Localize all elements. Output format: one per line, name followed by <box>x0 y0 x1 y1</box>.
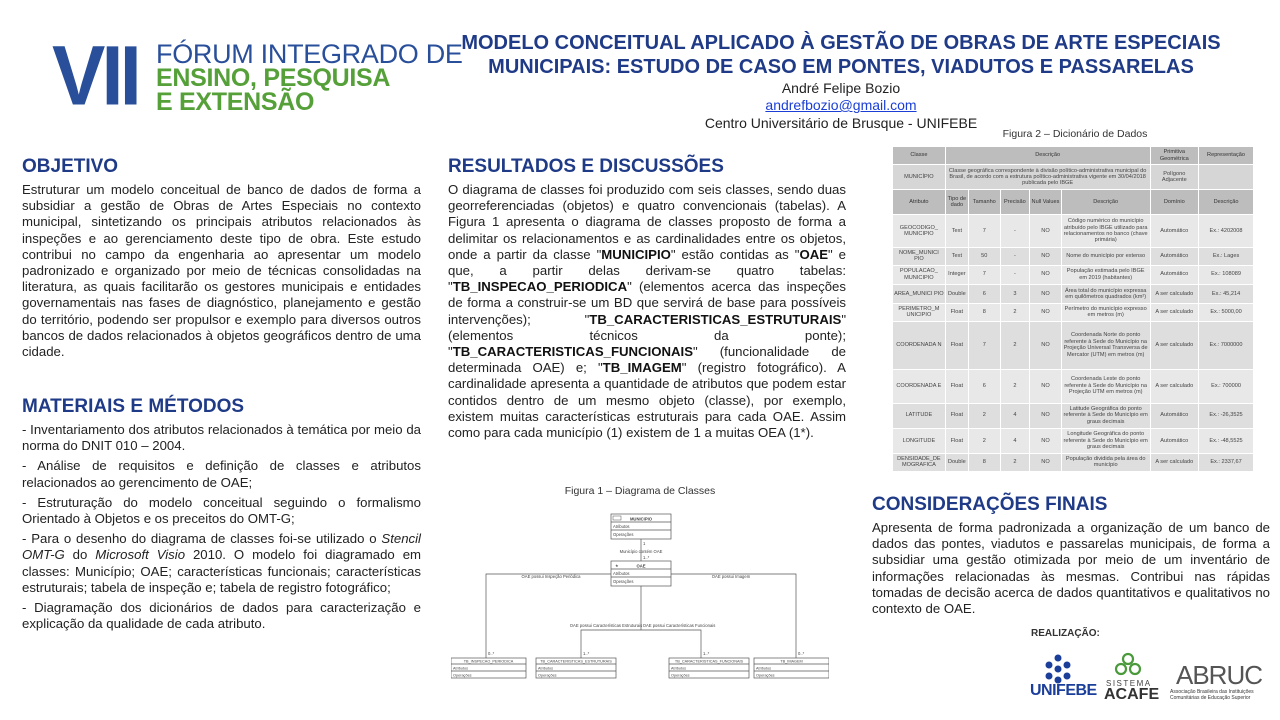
tb-inspecao-operacoes: Operações <box>453 673 472 678</box>
dict-attr-cell: DENSIDADE_DE MOGRAFICA <box>893 453 946 471</box>
dict-attr-cell: Automático <box>1150 403 1199 428</box>
dict-attr-cell: A ser calculado <box>1150 369 1199 403</box>
dict-attr-cell: A ser calculado <box>1150 304 1199 322</box>
dict-attr-cell: NO <box>1030 247 1062 265</box>
poster-title <box>430 31 1252 79</box>
consideracoes-heading-wrap <box>872 494 1107 516</box>
tb-imagem-name: TB_IMAGEM <box>780 659 803 664</box>
figura1-caption: Figura 1 – Diagrama de Classes <box>564 485 716 497</box>
tb-funcionais-atributos: Atributos <box>671 666 686 671</box>
dict-attr-cell: COORDENADA E <box>893 369 946 403</box>
materiais-item-5: - Diagramação dos dicionários de dados para caracterização e explicação da qualidade de cada atributo. <box>22 600 421 632</box>
dict-attr-cell: 4 <box>1000 403 1030 428</box>
dict-attr-header: Null Values <box>1030 190 1062 215</box>
dict-attr-cell: 2 <box>968 403 1000 428</box>
dict-attr-cell: População dividida pela área do município <box>1061 453 1150 471</box>
poster-title-line1: MODELO CONCEITUAL APLICADO À GESTÃO DE OBRAS DE ARTE ESPECIAIS <box>461 32 1221 54</box>
dict-attr-cell: Latitude Geográfica do ponto referente à Sede do Município em graus decimais <box>1061 403 1150 428</box>
dict-attr-cell: NO <box>1030 321 1062 369</box>
tb-imagem-operacoes: Operações <box>756 673 775 678</box>
rel-oae-funcionais: OAE possui Características Funcionais <box>642 623 716 628</box>
objetivo-heading-wrap <box>22 156 118 178</box>
dict-attr-cell: NO <box>1030 403 1062 428</box>
poster-title-line2: MUNICIPAIS: ESTUDO DE CASO EM PONTES, VIADUTOS E PASSARELAS <box>488 56 1194 78</box>
dict-attr-cell: NO <box>1030 428 1062 453</box>
resultados-class-inspecao: TB_INSPECAO_PERIODICA <box>452 279 628 295</box>
dict-attr-cell: Automático <box>1150 265 1199 284</box>
tb-estruturais-name: TB_CARACTERISTICAS_ESTRUTURAIS <box>540 659 612 664</box>
unifebe-logo-icon <box>1042 654 1074 684</box>
dict-attr-cell: Float <box>945 321 968 369</box>
dict-attr-cell: 7 <box>968 215 1000 247</box>
materiais-item-4-rest: 2010. O modelo foi diagramado em classes: Município; OAE; características funcionais; características estruturais; tabela de inspeção e; tabela de registro fotográfico; <box>22 547 422 595</box>
logo-line-forum: FÓRUM INTEGRADO DE <box>156 39 463 69</box>
materiais-list <box>22 422 421 636</box>
materiais-item-4 <box>22 531 421 596</box>
unifebe-logo-text: UNIFEBE <box>1030 682 1097 699</box>
resultados-class-imagem: TB_IMAGEM <box>602 360 682 376</box>
acafe-logo-icon <box>1113 652 1143 680</box>
dict-top-header: Descrição <box>945 147 1150 165</box>
dict-attr-header: Domínio <box>1150 190 1199 215</box>
dict-attr-cell: NO <box>1030 215 1062 247</box>
tb-inspecao-name: TB_INSPECAO_PERIODICA <box>463 659 514 664</box>
dict-attr-header: Tamanho <box>968 190 1000 215</box>
dict-attr-cell: População estimada pelo IBGE em 2019 (habitantes) <box>1061 265 1150 284</box>
tb-estruturais-operacoes: Operações <box>538 673 557 678</box>
dict-attr-cell: Float <box>945 304 968 322</box>
dict-attr-header-row <box>893 190 1254 215</box>
dict-attr-cell: Ex.: 108089 <box>1199 265 1254 284</box>
dict-attr-row <box>893 247 1254 265</box>
dict-attr-cell: Float <box>945 428 968 453</box>
dict-attr-cell: Ex.: 4202008 <box>1199 215 1254 247</box>
materiais-heading: MATERIAIS E MÉTODOS <box>22 396 245 417</box>
dict-attr-cell: A ser calculado <box>1150 284 1199 303</box>
dict-attr-cell: 7 <box>968 265 1000 284</box>
dict-class-name: MUNICÍPIO <box>893 165 946 190</box>
dict-attr-cell: COORDENADA N <box>893 321 946 369</box>
dict-attr-cell: Ex.: 2337,67 <box>1199 453 1254 471</box>
realizacao-label: REALIZAÇÃO: <box>1031 628 1100 639</box>
tb-funcionais-operacoes: Operações <box>671 673 690 678</box>
institution: Centro Universitário de Brusque - UNIFEBE <box>704 115 978 131</box>
materiais-item-4-start: - Para o desenho do diagrama de classes foi-se utilizado o <box>22 531 382 547</box>
dict-attr-cell: NO <box>1030 453 1062 471</box>
dict-attr-cell: Automático <box>1150 428 1199 453</box>
acafe-logo-text: ACAFE <box>1104 686 1160 703</box>
dict-attr-cell: NO <box>1030 284 1062 303</box>
dict-attr-cell: 3 <box>1000 284 1030 303</box>
resultados-part1: O diagrama de classes foi produzido com seis classes, sendo duas georreferenciadas (objetos) e quatro convencionais (tabelas). A Figura 1 apresenta o diagrama de classes proposto de forma a delimitar os relacionamentos e as cardinalidades entre os objetos, onde a partir da classe " <box>448 182 846 262</box>
dict-attr-cell: LONGITUDE <box>893 428 946 453</box>
dict-attr-cell: NOME_MUNICI PIO <box>893 247 946 265</box>
dict-attr-cell: 2 <box>968 428 1000 453</box>
municipio-polygon-icon <box>613 516 621 520</box>
dict-attr-cell: Automático <box>1150 215 1199 247</box>
dict-attr-cell: Ex.: 700000 <box>1199 369 1254 403</box>
materiais-item-4-mid: do <box>64 547 96 563</box>
dict-attr-cell: Ex.: -48,5525 <box>1199 428 1254 453</box>
dict-attr-row <box>893 403 1254 428</box>
acafe-sistema-text: SISTEMA <box>1106 679 1152 688</box>
oae-operacoes: Operações <box>613 579 634 584</box>
dict-class-row <box>893 165 1254 190</box>
card-estruturais: 1..* <box>583 651 590 656</box>
materiais-item-4-visio: Microsoft Visio <box>95 547 186 563</box>
tb-imagem-atributos: Atributos <box>756 666 771 671</box>
dict-attr-cell: Área total do município expressa em quilômetros quadrados (km²) <box>1061 284 1150 303</box>
dict-top-header: Classe <box>893 147 946 165</box>
dict-attr-cell: - <box>1000 265 1030 284</box>
oae-atributos: Atributos <box>613 571 630 576</box>
tb-estruturais-atributos: Atributos <box>538 666 553 671</box>
dict-top-header: Representação <box>1199 147 1254 165</box>
resultados-part6: " (funcionalidade de determinada OAE) e; " <box>448 344 846 376</box>
dict-attr-cell: Float <box>945 369 968 403</box>
dict-attr-row <box>893 284 1254 303</box>
materiais-item-3: - Estruturação do modelo conceitual seguindo o formalismo Orientado à Objetos e os preceitos do OMT-G; <box>22 494 421 527</box>
dict-attr-cell: A ser calculado <box>1150 453 1199 471</box>
oae-class-name: OAE <box>636 563 646 569</box>
author-name: André Felipe Bozio <box>781 80 901 96</box>
dict-attr-row <box>893 428 1254 453</box>
dict-attr-cell: Double <box>945 453 968 471</box>
dict-body <box>893 215 1254 472</box>
card-municipio-many: 1..* <box>643 555 650 560</box>
resultados-part2: " estão contidas as " <box>670 246 800 262</box>
dict-attr-cell: Automático <box>1150 247 1199 265</box>
consideracoes-text: Apresenta de forma padronizada a organização de um banco de dados das pontes, viadutos e passarelas municipais, de forma a subsidiar uma gestão otimizada por meio de um inventário de informações relacionadas às mesmas. Contribui nas rápidas tomadas de decisão acerca de dados quantitativos e qualitativos no contexto de OAE. <box>872 520 1270 617</box>
dict-attr-cell: NO <box>1030 304 1062 322</box>
rel-municipio-oae: Município contém OAE <box>619 549 663 554</box>
dict-attr-header: Precisão <box>1000 190 1030 215</box>
municipio-atributos: Atributos <box>613 524 630 529</box>
resultados-class-municipio: MUNICIPIO <box>601 246 671 262</box>
dict-attr-cell: 7 <box>968 321 1000 369</box>
dict-attr-cell: Ex.: -26,3525 <box>1199 403 1254 428</box>
dict-attr-cell: AREA_MUNICI PIO <box>893 284 946 303</box>
logo-numeral: VII <box>52 28 138 123</box>
class-diagram <box>451 508 829 680</box>
rel-oae-estruturais: OAE possui Características Estruturais <box>569 623 643 628</box>
dict-attr-cell: 2 <box>1000 453 1030 471</box>
dict-attr-cell: Nome do município por extenso <box>1061 247 1150 265</box>
materiais-item-2: - Análise de requisitos e definição de classes e atributos relacionados ao gerencimento de OAE; <box>22 458 421 490</box>
dict-attr-cell: Longitude Geográfica do ponto referente à Sede do Município em graus decimais <box>1061 428 1150 453</box>
dict-attr-cell: 4 <box>1000 428 1030 453</box>
dict-attr-cell: POPULACAO_ MUNICIPIO <box>893 265 946 284</box>
dict-attr-cell: PERIMETRO_M UNICIPIO <box>893 304 946 322</box>
dict-class-primitive: Polígono Adjacente <box>1150 165 1199 190</box>
dict-attr-cell: 2 <box>1000 369 1030 403</box>
dict-attr-cell: GEOCODIGO_ MUNICIPIO <box>893 215 946 247</box>
author-email-wrap <box>430 97 1252 114</box>
dict-attr-header: Tipo de dado <box>945 190 968 215</box>
dict-attr-cell: Float <box>945 403 968 428</box>
author-email-link[interactable]: andrefbozio@gmail.com <box>765 97 917 113</box>
dict-attr-header: Descrição <box>1061 190 1150 215</box>
dict-attr-cell: - <box>1000 215 1030 247</box>
dict-attr-cell: Coordenada Leste do ponto referente à Sede do Município na Projeção UTM em metros (m) <box>1061 369 1150 403</box>
resultados-part4: " (elementos acerca das inspeções de forma a construir-se um BD que servirá de base para possíveis intervenções); " <box>448 279 846 327</box>
resultados-part5: " (elementos técnicos da ponte); " <box>448 311 846 360</box>
dict-attr-cell: 50 <box>968 247 1000 265</box>
dict-attr-cell: Ex.: 5000,00 <box>1199 304 1254 322</box>
municipio-operacoes: Operações <box>613 532 634 537</box>
logo-line-ensino: ENSINO, PESQUISA <box>156 64 391 92</box>
dict-top-header: Primitiva Geométrica <box>1150 147 1199 165</box>
tb-funcionais-name: TB_CARACTERISTICAS_FUNCIONAIS <box>674 659 744 664</box>
card-imagem: 0..* <box>798 651 805 656</box>
objetivo-text: Estruturar um modelo conceitual de banco de dados de forma a subsidiar a gestão de Obras de Artes Especiais no contexto municipal, sintetizando os principais atributos relacionados às inspeções e ao gerenciamento deste tipo de obra. Este estudo contribui no campo da engenharia ao apresentar um modelo padronizado e organizado por meio de técnicas consolidadas na literatura, as quais facilitarão os gestores municipais e entidades governamentais nas fases de diagnóstico, planejamento e gestão do território, podendo ser propulsor e exemplo para diversos outros bancos de dados relacionados à objetos geográficos dentro de uma cidade. <box>22 182 421 360</box>
resultados-heading-wrap <box>448 156 724 178</box>
dict-attr-row <box>893 265 1254 284</box>
dict-top-header-row <box>893 147 1254 165</box>
dict-attr-cell: Ex.: 7000000 <box>1199 321 1254 369</box>
card-inspecao: 0..* <box>488 651 495 656</box>
dict-attr-header: Atributo <box>893 190 946 215</box>
rel-oae-inspecao: OAE possui Inspeção Periódica <box>521 574 581 579</box>
dict-attr-row <box>893 369 1254 403</box>
dict-attr-cell: Integer <box>945 265 968 284</box>
resultados-class-oae: OAE <box>799 246 829 262</box>
dict-attr-cell: Coordenada Norte do ponto referente à Sede do Município na Projeção Universal Transversa de Mercator (UTM) em metros (m) <box>1061 321 1150 369</box>
resultados-class-funcionais: TB_CARACTERISTICAS_FUNCIONAIS <box>452 344 694 360</box>
dict-attr-cell: Ex.: Lages <box>1199 247 1254 265</box>
dict-attr-row <box>893 304 1254 322</box>
dict-attr-cell: Código numérico do município atribuído pelo IBGE utilizado para relacionamentos no banco (chave primária) <box>1061 215 1150 247</box>
resultados-class-estruturais: TB_CARACTERISTICAS_ESTRUTURAIS <box>589 311 842 327</box>
dict-attr-row <box>893 215 1254 247</box>
dict-attr-cell: NO <box>1030 265 1062 284</box>
materiais-item-1: - Inventariamento dos atributos relacionados à temática por meio da norma do DNIT 010 – 2004. <box>22 422 421 454</box>
dict-attr-header: Descrição <box>1199 190 1254 215</box>
municipio-class-name: MUNICIPIO <box>629 516 653 522</box>
dict-attr-cell: Text <box>945 215 968 247</box>
dict-attr-cell: - <box>1000 247 1030 265</box>
dict-attr-cell: Text <box>945 247 968 265</box>
dict-attr-cell: 8 <box>968 304 1000 322</box>
card-funcionais: 1..* <box>703 651 710 656</box>
dict-attr-row <box>893 453 1254 471</box>
dict-attr-cell: Ex.: 45,214 <box>1199 284 1254 303</box>
card-municipio-1: 1 <box>643 541 646 546</box>
resultados-part7: " (registro fotográfico). A cardinalidade apresenta a quantidade de atributos que podem estar contidos dentro de um mesmo objeto (classe), por exemplo, existem muitas características estruturais para cada OAE. Assim como para cada município (1) existem de 1 a muitas OEA (1*). <box>448 360 846 441</box>
abruc-logo-text: ABRUC <box>1176 660 1263 690</box>
dict-attr-row <box>893 321 1254 369</box>
consideracoes-heading: CONSIDERAÇÕES FINAIS <box>872 494 1108 515</box>
dict-attr-cell: NO <box>1030 369 1062 403</box>
figura2-caption: Figura 2 – Dicionário de Dados <box>1002 128 1148 140</box>
logo-line-extensao: E EXTENSÃO <box>156 88 315 116</box>
tb-inspecao-atributos: Atributos <box>453 666 468 671</box>
dict-attr-cell: Double <box>945 284 968 303</box>
oae-point-icon: ★ <box>615 563 619 568</box>
rel-oae-imagem: OAE possui Imagem <box>711 574 751 579</box>
dict-attr-cell: 2 <box>1000 304 1030 322</box>
abruc-subtitle: Associação Brasileira das Instituições Comunitárias de Educação Superior <box>1170 689 1254 701</box>
materiais-heading-wrap <box>22 396 244 418</box>
materiais-item-4-stencil: Stencil OMT-G <box>22 531 421 563</box>
dict-attr-cell: 2 <box>1000 321 1030 369</box>
dict-class-description: Classe geográfica correspondente à divisão político-administrativa municipal do Brasil, de acordo com a estrutura político-administrativa vigente em 30/04/2018 publicada pelo IBGE <box>945 165 1150 190</box>
dict-attr-cell: 6 <box>968 284 1000 303</box>
data-dictionary-table <box>892 146 1254 472</box>
resultados-text <box>448 182 846 441</box>
dict-attr-cell: 6 <box>968 369 1000 403</box>
dict-attr-cell: LATITUDE <box>893 403 946 428</box>
dict-attr-cell: Perímetro do município expresso em metros (m) <box>1061 304 1150 322</box>
resultados-part3: " e que, a partir delas derivam-se quatro tabelas: " <box>448 246 846 295</box>
dict-class-representation <box>1199 165 1254 190</box>
dict-attr-cell: 8 <box>968 453 1000 471</box>
objetivo-heading: OBJETIVO <box>22 156 119 177</box>
dict-attr-cell: A ser calculado <box>1150 321 1199 369</box>
resultados-heading: RESULTADOS E DISCUSSÕES <box>448 156 724 177</box>
